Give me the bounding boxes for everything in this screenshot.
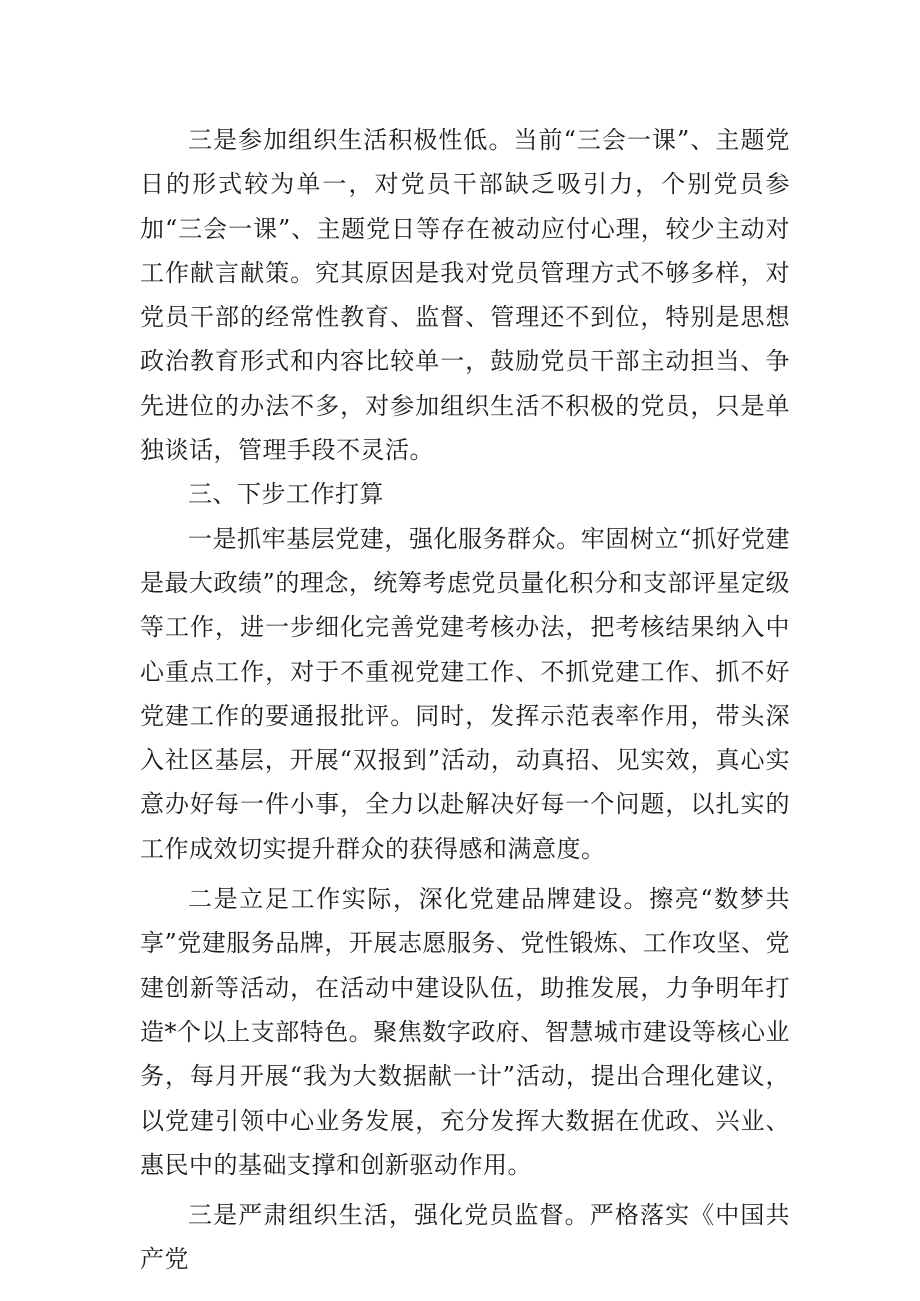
paragraph-brand-building: 二是立足工作实际，深化党建品牌建设。擦亮“数梦共享”党建服务品牌，开展志愿服务、党性锻炼、工作攻坚、党建创新等活动，在活动中建设队伍，助推发展，力争明年打造*个以上支部特色。聚焦数字政府、智慧城市建设等核心业务，每月开展“我为大数据献一计”活动，提出合理化建议，以党建引领中心业务发展，充分发挥大数据在优政、兴业、惠民中的基础支撑和创新驱动作用。 bbox=[140, 885, 790, 1179]
section-heading-next-steps: 三、下步工作打算 bbox=[188, 480, 384, 509]
paragraph-participation: 三是参加组织生活积极性低。当前“三会一课”、主题党日的形式较为单一，对党员干部缺乏吸引力，个别党员参加“三会一课”、主题党日等存在被动应付心理，较少主动对工作献言献策。究其原因是我对党员管理方式不够多样，对党员干部的经常性教育、监督、管理还不到位，特别是思想政治教育形式和内容比较单一，鼓励党员干部主动担当、争先进位的办法不多，对参加组织生活不积极的党员，只是单独谈话，管理手段不灵活。 bbox=[140, 126, 790, 465]
paragraph-organization-life: 三是严肃组织生活，强化党员监督。严格落实《中国共产党 bbox=[140, 1201, 790, 1274]
paragraph-grassroots: 一是抓牢基层党建，强化服务群众。牢固树立“抓好党建是最大政绩”的理念，统筹考虑党员量化积分和支部评星定级等工作，进一步细化完善党建考核办法，把考核结果纳入中心重点工作，对于不重视党建工作、不抓党建工作、抓不好党建工作的要通报批评。同时，发挥示范表率作用，带头深入社区基层，开展“双报到”活动，动真招、见实效，真心实意办好每一件小事，全力以赴解决好每一个问题，以扎实的工作成效切实提升群众的获得感和满意度。 bbox=[140, 524, 790, 863]
document-body bbox=[140, 118, 790, 1282]
